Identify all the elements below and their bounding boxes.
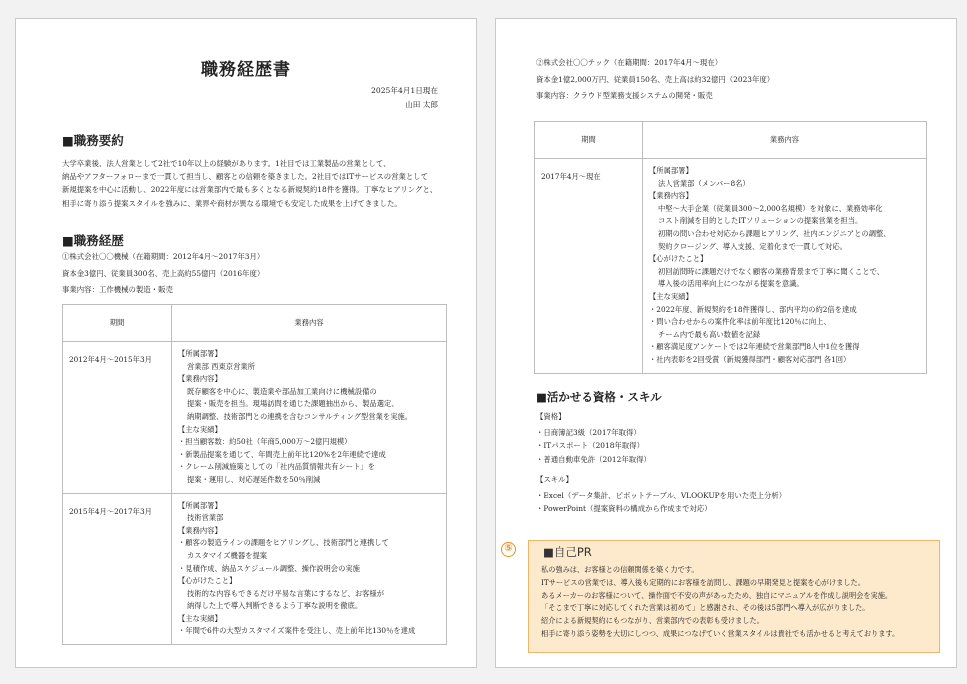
duties-cell bbox=[172, 342, 447, 494]
table-header-period: 期間 bbox=[535, 122, 643, 159]
table-row bbox=[63, 493, 447, 645]
summary-heading: ■職務要約 bbox=[62, 133, 124, 148]
company2-line: ②株式会社〇〇テック（在籍期間：2017年4月〜現在） bbox=[536, 58, 723, 67]
company1-info bbox=[62, 249, 264, 299]
duty-line: 【主な実績】 bbox=[178, 613, 222, 623]
qualification-item: ・ITパスポート（2018年取得） bbox=[536, 441, 644, 451]
duty-line: 提案・販売を担当。現場訪問を通じた課題抽出から、製品選定、 bbox=[187, 399, 399, 409]
duty-line: ・担当顧客数：約50社（年商5,000万〜2億円規模） bbox=[178, 437, 352, 447]
skill-label: 【スキル】 bbox=[536, 474, 573, 484]
period-cell: 2012年4月〜2015年3月 bbox=[63, 342, 172, 494]
self-pr-line: 私の強みは、お客様との信頼関係を築く力です。 bbox=[541, 565, 699, 574]
resume-page-1 bbox=[15, 18, 477, 668]
summary-line: 相手に寄り添う提案スタイルを強みに、業界や商材が異なる環境でも安定した成果を上げてきました。 bbox=[62, 198, 402, 208]
duty-line: 【主な実績】 bbox=[649, 291, 693, 301]
summary-line: 新規提案を中心に活動し、2022年度には営業部内で最も多くとなる新規契約18件を獲得。丁寧なヒアリングと、 bbox=[62, 185, 438, 195]
duty-line: 【心がけたこと】 bbox=[178, 576, 237, 586]
table-header-duties: 業務内容 bbox=[172, 305, 447, 342]
self-pr-line: 相手に寄り添う姿勢を大切にしつつ、成果につなげていく営業スタイルは貴社でも活かせると考えております。 bbox=[541, 628, 900, 638]
table-row bbox=[535, 159, 927, 374]
duty-line: 初回訪問時に課題だけでなく顧客の業務背景まで丁寧に聞くことで、 bbox=[658, 266, 885, 276]
table-header-period: 期間 bbox=[63, 305, 172, 342]
career-table-1 bbox=[62, 304, 447, 645]
duty-line: 技術営業部 bbox=[187, 513, 224, 523]
duty-line: 【業務内容】 bbox=[178, 525, 222, 535]
document-title: 職務経歴書 bbox=[201, 60, 291, 80]
self-pr-line: 紹介による新規契約にもつながり、営業部内での表彰も受けました。 bbox=[541, 616, 764, 626]
self-pr-text bbox=[541, 564, 899, 641]
duty-line: ・年間で6件の大型カスタマイズ案件を受注し、売上前年比130％を達成 bbox=[178, 626, 416, 636]
duty-line: ・顧客満足度アンケートでは2年連続で営業部門8人中1位を獲得 bbox=[649, 342, 860, 352]
skill-item: ・PowerPoint（提案資料の構成から作成まで対応） bbox=[536, 504, 712, 514]
resume-page-2 bbox=[495, 18, 957, 668]
company1-line: 資本金3億円、従業員300名、売上高約55億円（2016年度） bbox=[62, 268, 265, 278]
skills-section bbox=[536, 410, 786, 515]
duty-line: チーム内で最も高い数値を記録 bbox=[658, 329, 761, 339]
duty-line: 【所属部署】 bbox=[649, 166, 693, 175]
duty-line: 【主な実績】 bbox=[178, 424, 222, 434]
history-heading: ■職務経歴 bbox=[62, 233, 124, 248]
duties-cell bbox=[172, 493, 447, 645]
duties-cell bbox=[643, 159, 927, 374]
period-cell: 2015年4月〜2017年3月 bbox=[63, 493, 172, 645]
duty-line: 中堅〜大手企業（従業員300〜2,000名規模）を対象に、業務効率化 bbox=[658, 203, 883, 213]
qualification-label: 【資格】 bbox=[536, 412, 566, 421]
duty-line: ・問い合わせからの案件化率は前年度比120％に向上、 bbox=[649, 317, 831, 327]
table-row bbox=[63, 342, 447, 494]
summary-text bbox=[62, 157, 437, 210]
duty-line: ・2022年度、新規契約を18件獲得し、部内平均の約2倍を達成 bbox=[649, 304, 857, 314]
duty-line: 提案・運用し、対応遅延件数を50％削減 bbox=[187, 474, 321, 484]
step-number-badge: ⑤ bbox=[501, 542, 516, 557]
duty-line: 法人営業部（メンバー8名） bbox=[658, 178, 750, 188]
duty-line: 【所属部署】 bbox=[178, 349, 222, 358]
company2-line: 資本金1億2,000万円、従業員150名、売上高は約32億円（2023年度） bbox=[536, 74, 775, 84]
applicant-name: 山田 太郎 bbox=[405, 100, 438, 109]
duty-line: ・クレーム削減施策としての「社内品質情報共有シート」を bbox=[178, 462, 376, 472]
qualification-item: ・普通自動車免許（2012年取得） bbox=[536, 454, 651, 464]
duty-line: 既存顧客を中心に、製造業や部品加工業向けに機械設備の bbox=[187, 386, 377, 396]
duty-line: 初期の問い合わせ対応から課題ヒアリング、社内エンジニアとの調整、 bbox=[658, 228, 891, 238]
summary-line: 納品やアフターフォローまで一貫して担当し、顧客との信頼を築きました。2社目ではITサービスの営業として bbox=[62, 172, 429, 182]
table-body bbox=[63, 342, 447, 645]
duty-line: カスタマイズ機器を提案 bbox=[187, 550, 268, 560]
self-pr-box bbox=[528, 540, 940, 653]
self-pr-line: ITサービスの営業では、導入後も定期的にお客様を訪問し、課題の早期発見と提案を心がけました。 bbox=[541, 577, 865, 587]
skill-item: ・Excel（データ集計、ピボットテーブル、VLOOKUPを用いた売上分析） bbox=[536, 491, 787, 501]
company1-line: 事業内容：工作機械の製造・販売 bbox=[62, 285, 173, 294]
document-date: 2025年4月1日現在 bbox=[371, 86, 438, 95]
company1-line: ①株式会社〇〇機械（在籍期間：2012年4月〜2017年3月） bbox=[62, 252, 265, 261]
duty-line: 営業部 西東京営業所 bbox=[187, 361, 255, 371]
duty-line: 契約クロージング、導入支援、定着化まで一貫して対応。 bbox=[658, 241, 847, 251]
period-cell: 2017年4月〜現在 bbox=[535, 159, 643, 374]
duty-line: 導入後の活用率向上につながる提案を意識。 bbox=[658, 279, 804, 289]
self-pr-line: あるメーカーのお客様について、操作面で不安の声があったため、独自にマニュアルを作成し説明会を実施。 bbox=[541, 590, 893, 600]
skills-heading: ■活かせる資格・スキル bbox=[536, 390, 662, 404]
qualification-item: ・日商簿記3級（2017年取得） bbox=[536, 428, 641, 438]
career-table-2 bbox=[534, 121, 927, 374]
duty-line: 【業務内容】 bbox=[178, 374, 222, 384]
duty-line: ・見積作成、納品スケジュール調整、操作説明会の実施 bbox=[178, 563, 360, 573]
duty-line: ・社内表彰を2回受賞（新規獲得部門・顧客対応部門 各1回） bbox=[649, 354, 851, 364]
duty-line: 【所属部署】 bbox=[178, 500, 222, 510]
company2-line: 事業内容：クラウド型業務支援システムの開発・販売 bbox=[536, 91, 713, 100]
table-header-duties: 業務内容 bbox=[643, 122, 927, 159]
duty-line: ・顧客の製造ラインの課題をヒアリングし、技術部門と連携して bbox=[178, 538, 389, 548]
table-body bbox=[535, 159, 927, 374]
summary-line: 大学卒業後、法人営業として2社で10年以上の経験があります。1社目では工業製品の営業として、 bbox=[62, 159, 391, 168]
duty-line: 納得した上で導入判断できるよう丁寧な説明を徹底。 bbox=[187, 601, 363, 611]
duty-line: ・新製品提案を通じて、年間売上前年比120%を2年連続で達成 bbox=[178, 449, 386, 459]
company2-info bbox=[536, 55, 774, 105]
self-pr-line: 「そこまで丁寧に対応してくれた営業は初めて」と感謝され、その後は5部門へ導入が広がりました。 bbox=[541, 603, 870, 613]
duty-line: 【業務内容】 bbox=[649, 191, 693, 201]
duty-line: 納期調整、技術部門との連携を含むコンサルティング型営業を実施。 bbox=[187, 411, 413, 421]
duty-line: 技術的な内容もできるだけ平易な言葉にするなど、お客様が bbox=[187, 588, 385, 598]
duty-line: 【心がけたこと】 bbox=[649, 254, 708, 264]
duty-line: コスト削減を目的としたITソリューションの提案営業を担当。 bbox=[658, 216, 863, 226]
self-pr-heading: ■自己PR bbox=[543, 545, 592, 559]
